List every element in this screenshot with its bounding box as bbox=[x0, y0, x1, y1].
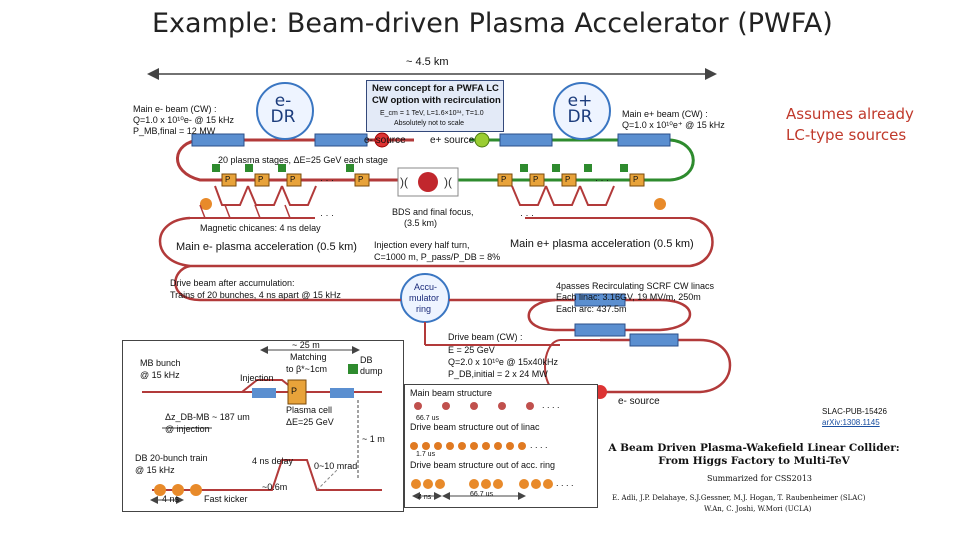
injection-label: Injection bbox=[240, 373, 274, 383]
dr-left-line2: DR bbox=[270, 107, 296, 127]
t3-label: 4 ns bbox=[418, 494, 432, 501]
main-e-plus-line-1: Main e+ beam (CW) : bbox=[622, 109, 708, 119]
main-e-plus-accel: Main e+ plasma acceleration (0.5 km) bbox=[510, 238, 694, 250]
dr-left-label bbox=[263, 93, 303, 125]
length-label: ~ 4.5 km bbox=[406, 56, 449, 68]
dots-1: . . . . bbox=[542, 400, 560, 410]
ellipsis: · · · bbox=[520, 210, 534, 220]
accumulator-line-3: ring bbox=[416, 304, 432, 314]
t1-label: 66.7 us bbox=[416, 415, 439, 422]
passes-line-3: Each arc: 437.5m bbox=[556, 304, 627, 314]
linac-bar bbox=[315, 134, 367, 146]
dz-line-2: @ injection bbox=[165, 424, 210, 434]
plasma-stages-right bbox=[498, 164, 644, 186]
concept-line-3: E_cm = 1 TeV, L=1.6×10³⁴, T=1.0 bbox=[380, 110, 484, 117]
p-marker: P bbox=[258, 175, 264, 184]
plasma-cell-line-2: ΔE=25 GeV bbox=[286, 417, 334, 427]
injection-line-2: C=1000 m, P_pass/P_DB = 8% bbox=[374, 252, 501, 262]
p-marker: P bbox=[533, 175, 539, 184]
dz-line-1: Δz_DB-MB ~ 187 um bbox=[165, 412, 250, 422]
p-marker: P bbox=[290, 175, 296, 184]
db-dump-line-1: DB bbox=[360, 355, 373, 365]
svg-text:)(: )( bbox=[444, 175, 452, 189]
e-source-top-label: e- source bbox=[364, 135, 406, 146]
matching-line-1: ~ 25 m bbox=[292, 340, 320, 350]
ring-structure-label: Drive beam structure out of acc. ring bbox=[410, 460, 556, 470]
drive-beam-line-2: E = 25 GeV bbox=[448, 345, 495, 355]
mrad-label: 0~10 mrad bbox=[314, 461, 358, 471]
offset-label: ~0.6m bbox=[262, 482, 288, 492]
linac-structure-label: Drive beam structure out of linac bbox=[410, 422, 540, 432]
e-plus-source-label: e+ source bbox=[430, 135, 475, 146]
t4-label: 66.7 us bbox=[470, 491, 493, 498]
ellipsis: · · · bbox=[320, 210, 334, 220]
paper-title-line-2: From Higgs Factory to Multi-TeV bbox=[658, 455, 850, 467]
main-e-minus-line-3: P_MB,final = 12 MW bbox=[133, 126, 216, 136]
p-marker: P bbox=[565, 175, 571, 184]
concept-line-4: Absolutely not to scale bbox=[394, 120, 465, 127]
bds-line-2: (3.5 km) bbox=[404, 218, 438, 228]
ellipsis: · · · bbox=[595, 175, 609, 185]
passes-line-2: Each linac: 3.16GV, 19 MV/m, 250m bbox=[556, 292, 701, 302]
drive-loop bbox=[600, 340, 730, 392]
plasma-cell-line-1: Plasma cell bbox=[286, 405, 333, 415]
svg-text:)(: )( bbox=[400, 175, 408, 189]
side-note-line-1: Assumes already bbox=[786, 105, 914, 123]
p-marker: P bbox=[501, 175, 507, 184]
slide-title: Example: Beam-driven Plasma Accelerator (PWFA) bbox=[152, 8, 833, 39]
p-marker: P bbox=[633, 175, 639, 184]
ellipsis: · · · bbox=[320, 175, 334, 185]
dots-3: . . . . bbox=[556, 478, 574, 488]
drive-beam-line-3: Q=2.0 x 10¹⁰e @ 15x40kHz bbox=[448, 357, 559, 367]
passes-line-1: 4passes Recirculating SCRF CW linacs bbox=[556, 281, 715, 291]
dots-2: . . . . bbox=[530, 440, 548, 450]
p-marker: P bbox=[358, 175, 364, 184]
mb-bunch-line-2: @ 15 kHz bbox=[140, 370, 180, 380]
main-e-minus-line-1: Main e- beam (CW) : bbox=[133, 104, 217, 114]
side-note-line-2: LC-type sources bbox=[786, 126, 907, 144]
accumulator-line-2: mulator bbox=[409, 293, 440, 303]
linac-bar bbox=[618, 134, 670, 146]
arxiv-link[interactable]: arXiv:1308.1145 bbox=[822, 418, 880, 427]
p-marker: P bbox=[225, 175, 231, 184]
beam-structure-graphic bbox=[404, 384, 598, 508]
chicanes-left bbox=[215, 186, 316, 205]
main-structure-label: Main beam structure bbox=[410, 388, 493, 398]
main-e-minus-accel: Main e- plasma acceleration (0.5 km) bbox=[176, 241, 357, 253]
main-e-plus-line-2: Q=1.0 x 10¹⁰e⁺ @ 15 kHz bbox=[622, 120, 725, 130]
e-plus-source-sphere bbox=[475, 133, 489, 147]
four-ns-label: 4 ns bbox=[162, 494, 180, 504]
pub-id: SLAC-PUB-15426 bbox=[822, 407, 887, 416]
authors-line-1: E. Adli, J.P. Delahaye, S.J.Gessner, M.J. Hogan, T. Raubenheimer (SLAC) bbox=[612, 494, 866, 502]
plasma-stages-label: 20 plasma stages, ΔE=25 GeV each stage bbox=[218, 155, 388, 165]
main-e-minus-line-2: Q=1.0 x 10¹⁰e- @ 15 kHz bbox=[133, 115, 235, 125]
fast-kicker-label: Fast kicker bbox=[204, 494, 248, 504]
db-train-line-1: DB 20-bunch train bbox=[135, 453, 208, 463]
drive-after-line-1: Drive beam after accumulation: bbox=[170, 278, 295, 288]
dr-right-line2: DR bbox=[567, 107, 593, 127]
e-source-bottom: e- source bbox=[618, 396, 660, 407]
chicanes-label: Magnetic chicanes: 4 ns delay bbox=[200, 223, 321, 233]
concept-line-2: CW option with recirculation bbox=[372, 95, 501, 106]
dr-right-label bbox=[560, 93, 600, 125]
dr-left-line1: e- bbox=[274, 91, 292, 111]
delay-label: 4 ns delay bbox=[252, 456, 294, 466]
accumulator-line-1: Accu- bbox=[414, 282, 438, 292]
mb-bunch-line-1: MB bunch bbox=[140, 358, 181, 368]
bds-line-1: BDS and final focus, bbox=[392, 207, 474, 217]
drive-after-line-2: Trains of 20 bunches, 4 ns apart @ 15 kHz bbox=[170, 290, 341, 300]
matching-line-3: to β*~1cm bbox=[286, 364, 327, 374]
drive-beam-line-4: P_DB,initial = 2 x 24 MW bbox=[448, 369, 548, 379]
one-m-label: ~ 1 m bbox=[362, 434, 385, 444]
chicanes-right bbox=[512, 186, 614, 205]
summarized-label: Summarized for CSS2013 bbox=[707, 474, 813, 483]
paper-title-line-1: A Beam Driven Plasma-Wakefield Linear Collider: bbox=[608, 442, 900, 454]
drive-beam-line-1: Drive beam (CW) : bbox=[448, 332, 523, 342]
concept-line-1: New concept for a PWFA LC bbox=[372, 83, 499, 94]
dr-right-line1: e+ bbox=[567, 91, 593, 111]
db-dump-line-2: dump bbox=[360, 366, 383, 376]
p-cell-marker: P bbox=[291, 386, 298, 396]
injection-line-1: Injection every half turn, bbox=[374, 240, 470, 250]
db-train-line-2: @ 15 kHz bbox=[135, 465, 175, 475]
t2-label: 1.7 us bbox=[416, 451, 436, 458]
matching-line-2: Matching bbox=[290, 352, 327, 362]
linac-bar bbox=[500, 134, 552, 146]
authors-line-2: W.An, C. Joshi, W.Mori (UCLA) bbox=[704, 505, 812, 513]
